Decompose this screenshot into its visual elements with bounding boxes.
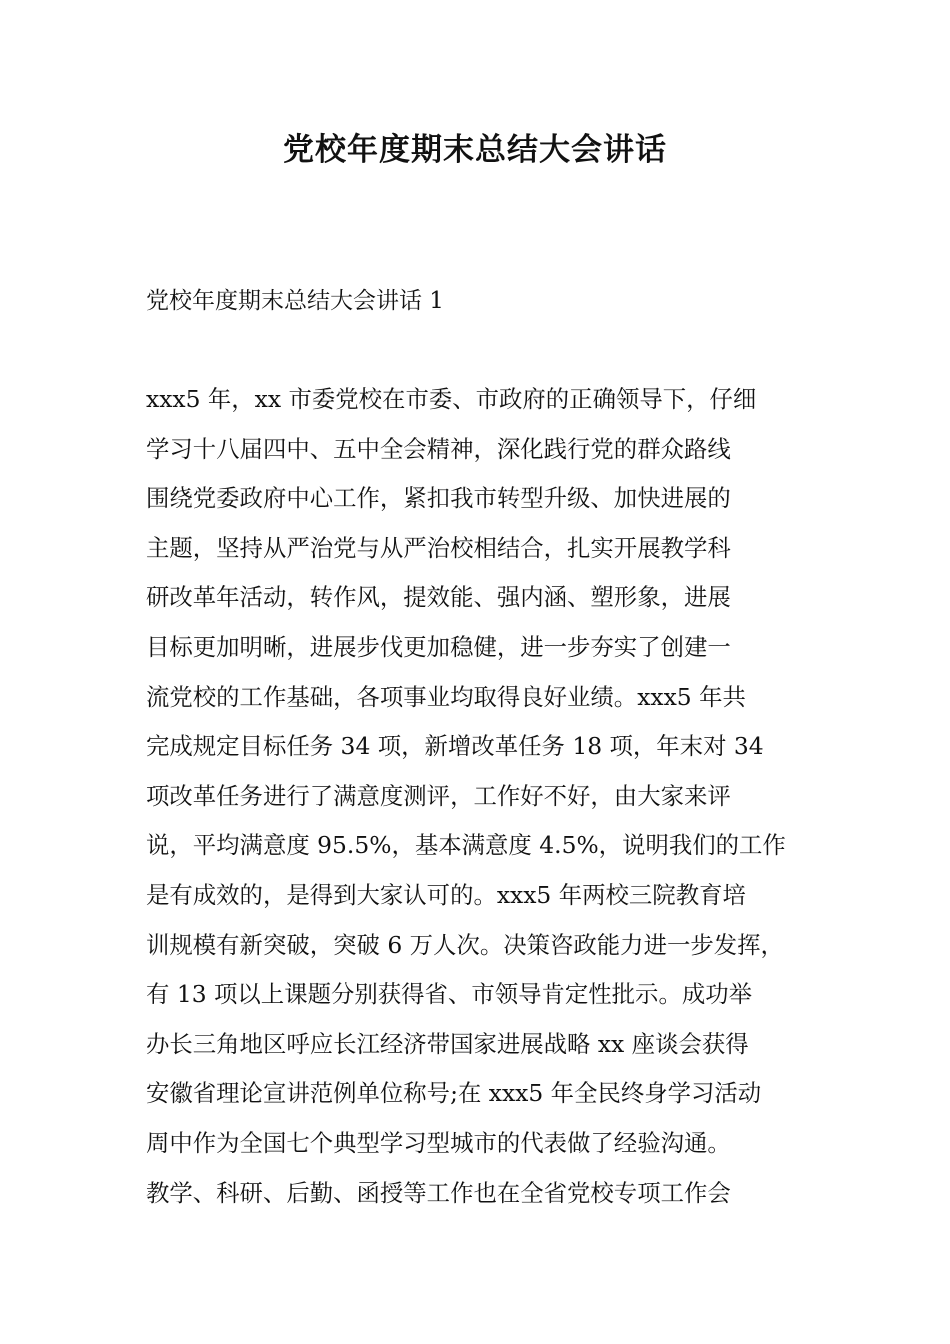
paragraph-line: 主题，坚持从严治党与从严治校相结合，扎实开展教学科	[146, 533, 731, 562]
paragraph-line: 教学、科研、后勤、函授等工作也在全省党校专项工作会	[146, 1178, 731, 1207]
paragraph-line: 训规模有新突破，突破 6 万人次。决策咨政能力进一步发挥，	[146, 930, 784, 959]
paragraph-line: 流党校的工作基础，各项事业均取得良好业绩。xxx5 年共	[146, 682, 746, 711]
paragraph-line: 办长三角地区呼应长江经济带国家进展战略 xx 座谈会获得	[146, 1029, 749, 1058]
paragraph-line: 目标更加明晰，进展步伐更加稳健，进一步夯实了创建一	[146, 632, 731, 661]
body-paragraph	[146, 382, 816, 1225]
paragraph-line: 有 13 项以上课题分别获得省、市领导肯定性批示。成功举	[146, 980, 753, 1009]
paragraph-line: 完成规定目标任务 34 项，新增改革任务 18 项，年末对 34	[146, 732, 764, 761]
paragraph-line: 学习十八届四中、五中全会精神，深化践行党的群众路线	[146, 434, 731, 463]
paragraph-line: xxx5 年，xx 市委党校在市委、市政府的正确领导下，仔细	[146, 385, 757, 413]
document-title: 党校年度期末总结大会讲话	[283, 132, 667, 168]
paragraph-line: 围绕党委政府中心工作，紧扣我市转型升级、加快进展的	[146, 484, 731, 513]
paragraph-line: 项改革任务进行了满意度测评，工作好不好，由大家来评	[146, 781, 731, 810]
section-heading: 党校年度期末总结大会讲话 1	[146, 288, 444, 314]
paragraph-line: 安徽省理论宣讲范例单位称号;在 xxx5 年全民终身学习活动	[146, 1079, 762, 1108]
paragraph-line: 是有成效的，是得到大家认可的。xxx5 年两校三院教育培	[146, 880, 746, 909]
paragraph-line: 研改革年活动，转作风，提效能、强内涵、塑形象，进展	[146, 583, 731, 612]
paragraph-line: 周中作为全国七个典型学习型城市的代表做了经验沟通。	[146, 1128, 731, 1157]
paragraph-line: 说，平均满意度 95.5%，基本满意度 4.5%，说明我们的工作	[146, 831, 786, 860]
